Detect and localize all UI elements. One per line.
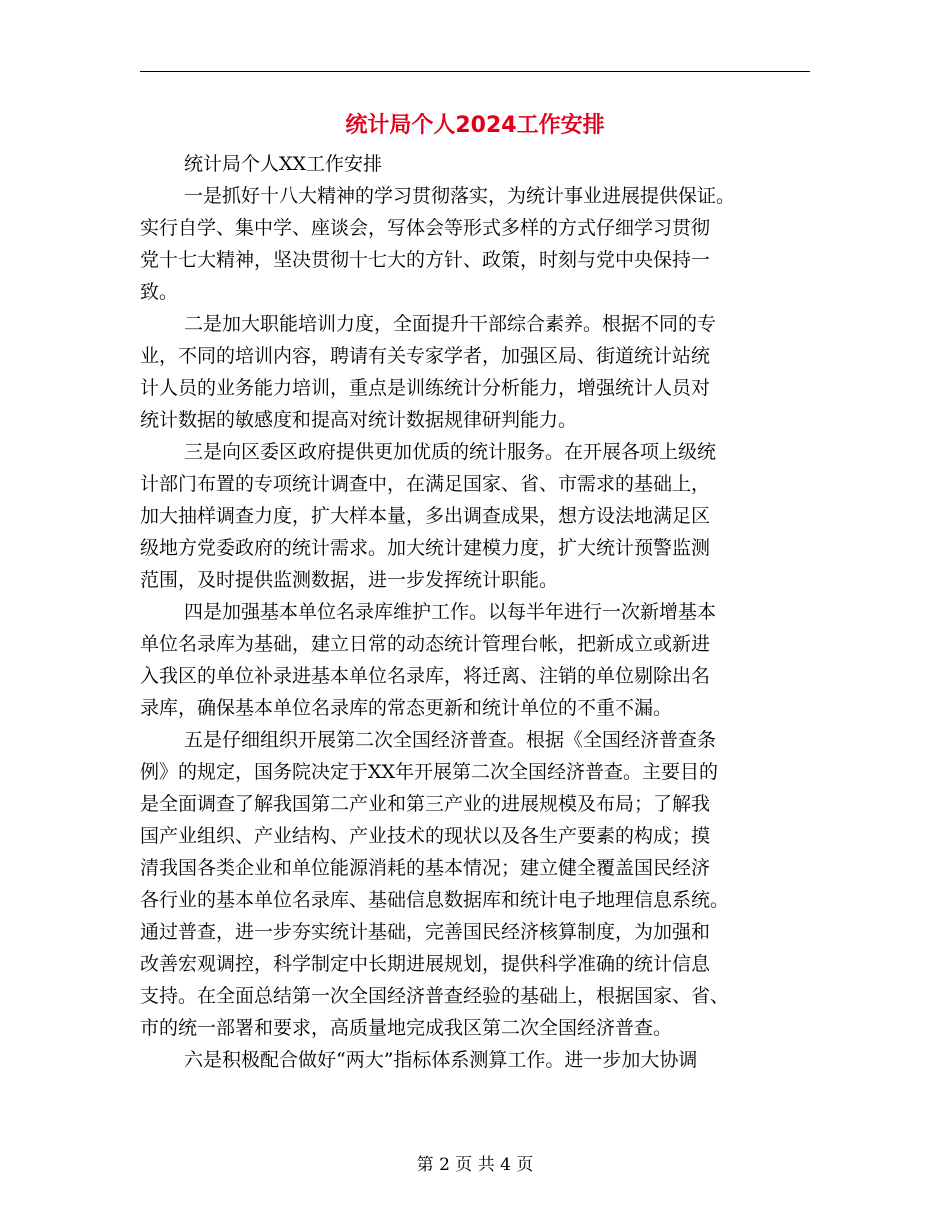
paragraph-line: 录库，确保基本单位名录库的常态更新和统计单位的不重不漏。: [140, 697, 673, 719]
document-title: 统计局个人2024工作安排: [345, 113, 605, 138]
paragraph-line: 党十七大精神，坚决贯彻十七大的方针、政策，时刻与党中央保持一: [140, 249, 711, 271]
body-paragraph: [140, 596, 812, 724]
paragraph-line: 统计数据的敏感度和提高对统计数据规律研判能力。: [140, 409, 578, 431]
page-footer: 第 2 页 共 4 页: [416, 1155, 534, 1175]
paragraph-line: 各行业的基本单位名录库、基础信息数据库和统计电子地理信息系统。: [140, 889, 730, 911]
document-body: [140, 148, 812, 1076]
paragraph-line: 计部门布置的专项统计调查中，在满足国家、省、市需求的基础上，: [140, 473, 711, 495]
document-subtitle: 统计局个人XX工作安排: [184, 153, 383, 175]
paragraph-line: 清我国各类企业和单位能源消耗的基本情况；建立健全覆盖国民经济: [140, 857, 711, 879]
paragraph-line: 市的统一部署和要求，高质量地完成我区第二次全国经济普查。: [140, 1017, 673, 1039]
paragraph-line: 五是仔细组织开展第二次全国经济普查。根据《全国经济普查条: [184, 729, 717, 751]
paragraph-list: [140, 180, 812, 1076]
paragraph-line: 四是加强基本单位名录库维护工作。以每半年进行一次新增基本: [184, 601, 717, 623]
paragraph-line: 加大抽样调查力度，扩大样本量，多出调查成果，想方设法地满足区: [140, 505, 711, 527]
paragraph-line: 范围，及时提供监测数据，进一步发挥统计职能。: [140, 569, 559, 591]
paragraph-line: 二是加大职能培训力度，全面提升干部综合素养。根据不同的专: [184, 313, 717, 335]
body-paragraph: [140, 724, 812, 1044]
header-rule: [140, 71, 810, 72]
body-paragraph: [140, 1044, 812, 1076]
paragraph-line: 三是向区委区政府提供更加优质的统计服务。在开展各项上级统: [184, 441, 717, 463]
paragraph-line: 国产业组织、产业结构、产业技术的现状以及各生产要素的构成；摸: [140, 825, 711, 847]
paragraph-line: 致。: [140, 281, 179, 303]
paragraph-line: 一是抓好十八大精神的学习贯彻落实，为统计事业进展提供保证。: [184, 185, 736, 207]
paragraph-line: 支持。在全面总结第一次全国经济普查经验的基础上，根据国家、省、: [140, 985, 730, 1007]
paragraph-line: 改善宏观调控，科学制定中长期进展规划，提供科学准确的统计信息: [140, 953, 711, 975]
paragraph-line: 六是积极配合做好“两大”指标体系测算工作。进一步加大协调: [184, 1049, 698, 1071]
body-paragraph: [140, 180, 812, 308]
paragraph-line: 通过普查，进一步夯实统计基础，完善国民经济核算制度，为加强和: [140, 921, 711, 943]
body-paragraph: [140, 308, 812, 436]
paragraph-line: 计人员的业务能力培训，重点是训练统计分析能力，增强统计人员对: [140, 377, 711, 399]
paragraph-line: 业，不同的培训内容，聘请有关专家学者，加强区局、街道统计站统: [140, 345, 711, 367]
paragraph-line: 级地方党委政府的统计需求。加大统计建模力度，扩大统计预警监测: [140, 537, 711, 559]
body-paragraph: [140, 436, 812, 596]
paragraph-line: 实行自学、集中学、座谈会，写体会等形式多样的方式仔细学习贯彻: [140, 217, 711, 239]
paragraph-line: 单位名录库为基础，建立日常的动态统计管理台帐，把新成立或新进: [140, 633, 711, 655]
paragraph-line: 入我区的单位补录进基本单位名录库，将迁离、注销的单位剔除出名: [140, 665, 711, 687]
paragraph-line: 例》的规定，国务院决定于XX年开展第二次全国经济普查。主要目的: [140, 761, 719, 783]
paragraph-line: 是全面调查了解我国第二产业和第三产业的进展规模及布局；了解我: [140, 793, 711, 815]
